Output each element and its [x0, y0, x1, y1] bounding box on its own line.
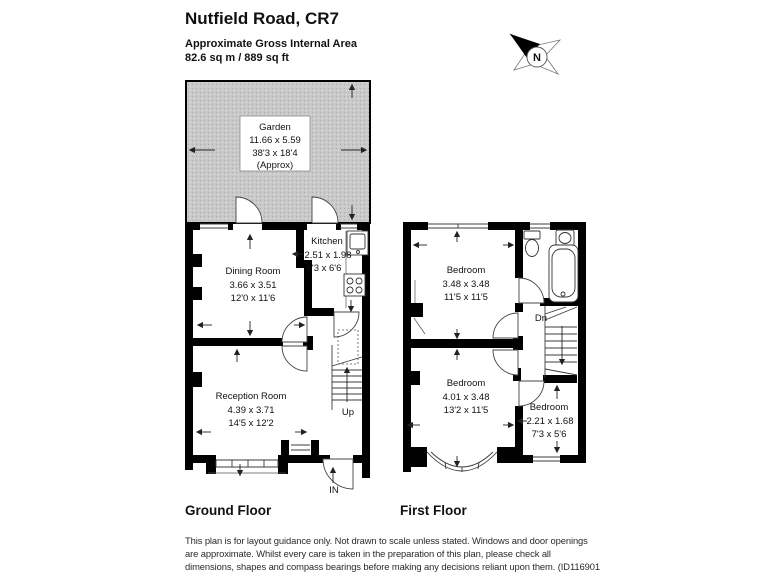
bedroom-front-door: [493, 350, 518, 375]
bedroom-small-name: Bedroom: [529, 402, 569, 413]
closet-door-line: [414, 318, 425, 334]
garden-name: Garden: [259, 122, 291, 133]
stairs-up: [332, 330, 362, 410]
garden-note: (Approx): [256, 160, 294, 171]
kitchen-imperial: 8'3 x 6'6: [306, 263, 342, 274]
bedroom-small-imperial: 7'3 x 5'6: [531, 429, 567, 440]
bedroom-rear-metric: 3.48 x 3.48: [442, 279, 490, 290]
ground-floor-label: Ground Floor: [185, 503, 272, 518]
ground-floor-plan: [185, 197, 370, 518]
area-value: 82.6 sq m / 889 sq ft: [185, 52, 289, 64]
header: [185, 9, 358, 64]
ground-floor-windows: [200, 224, 357, 473]
first-floor-label: First Floor: [400, 503, 467, 518]
reception-door: [282, 346, 307, 371]
first-floor-plan: [400, 222, 586, 518]
toilet-icon: [524, 231, 540, 239]
bedroom-rear-imperial: 11'5 x 11'5: [444, 292, 488, 303]
dining-room-metric: 3.66 x 3.51: [229, 280, 277, 291]
hob-icon: [344, 274, 365, 296]
garden-imperial: 38'3 x 18'4: [252, 148, 298, 159]
stairs-up-label: Up: [341, 407, 355, 418]
dining-room-name: Dining Room: [225, 266, 281, 277]
area-heading: Approximate Gross Internal Area: [185, 38, 357, 50]
disclaimer-line-1: This plan is for layout guidance only. Not drawn to scale unless stated. Windows and door openings: [185, 535, 588, 546]
disclaimer-line-3: dimensions, shapes and compass bearings before making any decisions reliant upon them. (ID116901: [185, 561, 600, 572]
stairs-down: [545, 306, 577, 378]
bedroom-small-metric: 2.21 x 1.68: [526, 416, 574, 427]
reception-room-metric: 4.39 x 3.71: [227, 405, 275, 416]
kitchen-name: Kitchen: [311, 236, 343, 247]
compass-icon: [510, 34, 560, 74]
entrance-label: IN: [329, 485, 339, 496]
garden: [186, 81, 370, 223]
kitchen-metric: 2.51 x 1.98: [304, 250, 352, 261]
page-title: Nutfield Road, CR7: [185, 9, 339, 28]
bedroom-rear-door: [493, 313, 518, 338]
compass-north-label: N: [533, 52, 541, 64]
reception-room-imperial: 14'5 x 12'2: [228, 418, 274, 429]
stairs-down-label: Dn: [534, 313, 548, 324]
disclaimer: [185, 535, 600, 572]
bay-window: [427, 452, 497, 472]
lobby-door-upper: [282, 317, 307, 342]
bedroom-front-imperial: 13'2 x 11'5: [443, 405, 489, 416]
bedroom-rear-name: Bedroom: [446, 265, 486, 276]
bedroom-front-metric: 4.01 x 3.48: [442, 392, 490, 403]
reception-room-name: Reception Room: [215, 391, 287, 402]
garden-metric: 11.66 x 5.59: [249, 135, 301, 146]
disclaimer-line-2: are approximate. Whilst every care is taken in the preparation of this plan, please check all: [185, 548, 551, 559]
bathroom-door: [519, 278, 544, 303]
bedroom-front-name: Bedroom: [446, 378, 486, 389]
dining-room-imperial: 12'0 x 11'6: [230, 293, 276, 304]
